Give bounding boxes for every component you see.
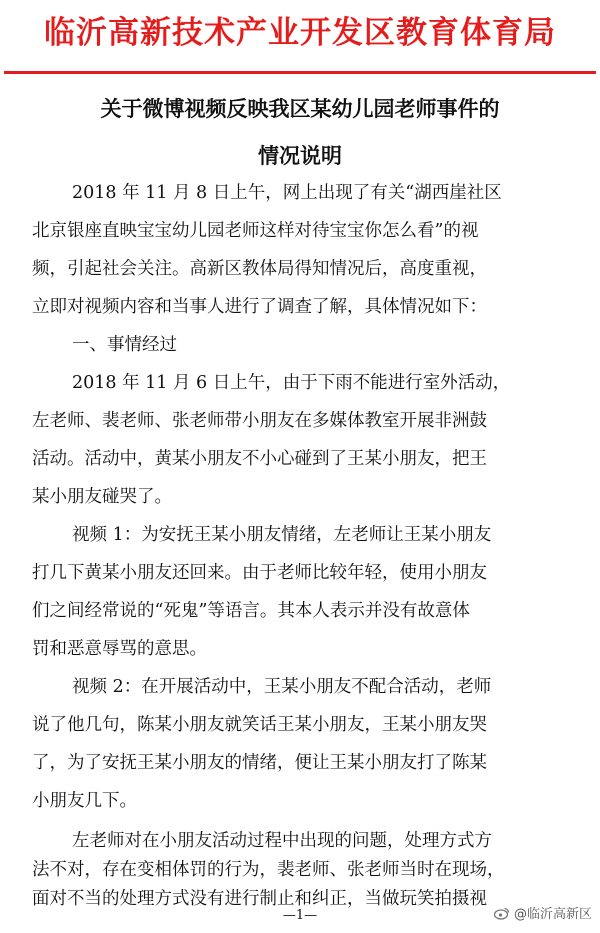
page-number: —1— — [282, 908, 318, 923]
body-line: 某小朋友碰哭了。 — [32, 487, 172, 507]
body-line: 左老师对在小朋友活动过程中出现的问题，处理方式方 — [72, 831, 492, 851]
issuing-authority-header: 临沂高新技术产业开发区教育体育局 — [44, 15, 556, 51]
weibo-watermark — [494, 904, 592, 926]
header-red-rule — [4, 71, 596, 74]
body-line: 立即对视频内容和当事人进行了调查了解，具体情况如下： — [32, 297, 487, 317]
document-title-line-2: 情况说明 — [258, 144, 342, 168]
body-line: 小朋友几下。 — [32, 791, 137, 811]
body-line: 说了他几句，陈某小朋友就笑话王某小朋友，王某小朋友哭 — [32, 715, 487, 735]
body-line: 左老师、裴老师、张老师带小朋友在多媒体教室开展非洲鼓 — [32, 411, 487, 431]
watermark-text: @临沂高新区 — [513, 907, 592, 922]
body-line: 活动。活动中，黄某小朋友不小心碰到了王某小朋友，把王 — [32, 449, 487, 469]
body-line: 面对不当的处理方式没有进行制止和纠正，当做玩笑拍摄视 — [32, 889, 487, 909]
body-line: 法不对，存在变相体罚的行为，裴老师、张老师当时在现场， — [32, 860, 505, 880]
body-line: 罚和恶意辱骂的意思。 — [32, 639, 207, 659]
weibo-icon — [494, 906, 510, 920]
body-line: 北京银座直映宝宝幼儿园老师这样对待宝宝你怎么看”的视 — [32, 221, 479, 241]
section-heading: 一、事情经过 — [72, 335, 177, 355]
body-line: 2018 年 11 月 6 日上午，由于下雨不能进行室外活动， — [72, 373, 511, 393]
body-line: 了，为了安抚王某小朋友的情绪，便让王某小朋友打了陈某 — [32, 753, 487, 773]
document-title-line-1: 关于微博视频反映我区某幼儿园老师事件的 — [100, 97, 500, 121]
body-line: 打几下黄某小朋友还回来。由于老师比较年轻，使用小朋友 — [32, 563, 487, 583]
body-line: 们之间经常说的“死鬼”等语言。其本人表示并没有故意体 — [32, 601, 470, 621]
body-line: 2018 年 11 月 8 日上午，网上出现了有关“湖西崖社区 — [72, 183, 502, 203]
body-line: 视频 2：在开展活动中，王某小朋友不配合活动，老师 — [72, 677, 492, 697]
body-line: 频，引起社会关注。高新区教体局得知情况后，高度重视， — [32, 259, 487, 279]
body-line: 视频 1：为安抚王某小朋友情绪，左老师让王某小朋友 — [72, 525, 492, 545]
